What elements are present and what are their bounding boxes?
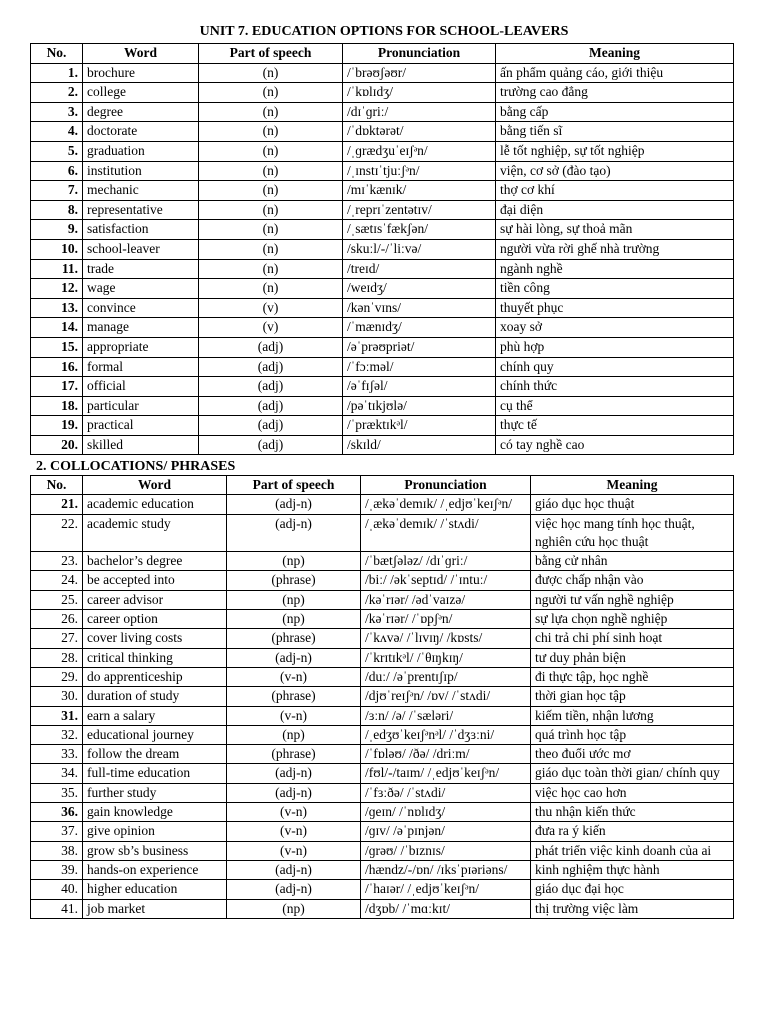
cell-word: do apprenticeship [83, 667, 227, 686]
cell-word: school-leaver [83, 239, 199, 259]
cell-part-of-speech: (n) [199, 259, 343, 279]
cell-meaning: phù hợp [496, 337, 734, 357]
cell-no: 2. [31, 83, 83, 103]
table-row [31, 63, 734, 83]
cell-no: 11. [31, 259, 83, 279]
cell-word: career option [83, 610, 227, 629]
cell-meaning: bằng cử nhân [531, 552, 734, 571]
vocabulary-table [30, 43, 734, 455]
cell-no: 9. [31, 220, 83, 240]
cell-word: career advisor [83, 590, 227, 609]
section-title: 2. COLLOCATIONS/ PHRASES [36, 459, 236, 474]
cell-part-of-speech: (n) [199, 279, 343, 299]
cell-meaning: tiền công [496, 279, 734, 299]
cell-meaning: thu nhận kiến thức [531, 803, 734, 822]
table-row [31, 841, 734, 860]
cell-part-of-speech: (phrase) [227, 745, 361, 764]
cell-part-of-speech: (v-n) [227, 706, 361, 725]
table-row [31, 803, 734, 822]
cell-part-of-speech: (n) [199, 102, 343, 122]
cell-pronunciation: /ˈkrɪtɪkᵊl/ /ˈθɪŋkɪŋ/ [361, 648, 531, 667]
cell-no: 20. [31, 435, 83, 455]
cell-meaning: thị trường việc làm [531, 899, 734, 918]
cell-word: college [83, 83, 199, 103]
cell-word: hands-on experience [83, 860, 227, 879]
cell-pronunciation: /dɪˈɡriː/ [343, 102, 496, 122]
cell-no: 17. [31, 377, 83, 397]
cell-no: 12. [31, 279, 83, 299]
table-row [31, 571, 734, 590]
header-no: No. [31, 44, 83, 64]
cell-pronunciation: /ˈfɜːðə/ /ˈstʌdi/ [361, 783, 531, 802]
table-row [31, 783, 734, 802]
cell-pronunciation: /ˈmænɪdʒ/ [343, 318, 496, 338]
table-row [31, 239, 734, 259]
cell-pronunciation: /ˈkʌvə/ /ˈlɪvɪŋ/ /kɒsts/ [361, 629, 531, 648]
table-row [31, 745, 734, 764]
page-title: UNIT 7. EDUCATION OPTIONS FOR SCHOOL-LEAVERS [199, 24, 569, 39]
cell-no: 3. [31, 102, 83, 122]
cell-pronunciation: /əˈfɪʃəl/ [343, 377, 496, 397]
cell-no: 29. [31, 667, 83, 686]
cell-meaning: chính quy [496, 357, 734, 377]
cell-word: trade [83, 259, 199, 279]
cell-no: 23. [31, 552, 83, 571]
cell-part-of-speech: (adj-n) [227, 860, 361, 879]
cell-part-of-speech: (v) [199, 298, 343, 318]
cell-no: 5. [31, 141, 83, 161]
table-row [31, 435, 734, 455]
table-row [31, 822, 734, 841]
cell-part-of-speech: (adj-n) [227, 880, 361, 899]
cell-pronunciation: /kəˈrɪər/ /ədˈvaɪzə/ [361, 590, 531, 609]
cell-no: 25. [31, 590, 83, 609]
cell-pronunciation: /skuːl/-/ˈliːvə/ [343, 239, 496, 259]
cell-pronunciation: /ˈfɒləʊ/ /ðə/ /driːm/ [361, 745, 531, 764]
header-pronunciation: Pronunciation [343, 44, 496, 64]
cell-meaning: theo đuổi ước mơ [531, 745, 734, 764]
cell-no: 37. [31, 822, 83, 841]
cell-no: 31. [31, 706, 83, 725]
cell-no: 8. [31, 200, 83, 220]
table-row [31, 200, 734, 220]
cell-no: 7. [31, 181, 83, 201]
table-row [31, 764, 734, 783]
table-row [31, 860, 734, 879]
cell-part-of-speech: (adj) [199, 416, 343, 436]
cell-pronunciation: /ˈpræktɪkᵊl/ [343, 416, 496, 436]
cell-no: 40. [31, 880, 83, 899]
cell-pronunciation: /mɪˈkænɪk/ [343, 181, 496, 201]
cell-word: further study [83, 783, 227, 802]
cell-part-of-speech: (n) [199, 83, 343, 103]
cell-word: satisfaction [83, 220, 199, 240]
cell-meaning: kinh nghiệm thực hành [531, 860, 734, 879]
table-row [31, 706, 734, 725]
cell-pronunciation: /djʊˈreɪʃᵊn/ /ɒv/ /ˈstʌdi/ [361, 687, 531, 706]
cell-pronunciation: /ˌsætɪsˈfækʃən/ [343, 220, 496, 240]
cell-word: gain knowledge [83, 803, 227, 822]
cell-meaning: ấn phẩm quảng cáo, giới thiệu [496, 63, 734, 83]
cell-meaning: người vừa rời ghế nhà trường [496, 239, 734, 259]
cell-part-of-speech: (np) [227, 610, 361, 629]
cell-meaning: việc học mang tính học thuật, nghiên cứu học thuật [531, 514, 734, 552]
cell-pronunciation: /ˌedʒʊˈkeɪʃᵊnᵊl/ /ˈdʒɜːni/ [361, 725, 531, 744]
table-row [31, 298, 734, 318]
cell-meaning: đưa ra ý kiến [531, 822, 734, 841]
table-row [31, 590, 734, 609]
cell-no: 30. [31, 687, 83, 706]
header-part-of-speech: Part of speech [199, 44, 343, 64]
table-row [31, 648, 734, 667]
table-row [31, 377, 734, 397]
cell-pronunciation: /fʊl/-/taɪm/ /ˌedjʊˈkeɪʃᵊn/ [361, 764, 531, 783]
cell-meaning: giáo dục học thuật [531, 495, 734, 514]
table-row [31, 495, 734, 514]
cell-word: practical [83, 416, 199, 436]
cell-word: be accepted into [83, 571, 227, 590]
cell-pronunciation: /ˈdɒktərət/ [343, 122, 496, 142]
cell-meaning: việc học cao hơn [531, 783, 734, 802]
cell-no: 38. [31, 841, 83, 860]
cell-meaning: đi thực tập, học nghề [531, 667, 734, 686]
cell-pronunciation: /ˈkɒlɪdʒ/ [343, 83, 496, 103]
table-row [31, 259, 734, 279]
cell-pronunciation: /ˈbætʃələz/ /dɪˈɡriː/ [361, 552, 531, 571]
cell-pronunciation: /dʒɒb/ /ˈmɑːkɪt/ [361, 899, 531, 918]
cell-word: bachelor’s degree [83, 552, 227, 571]
table-row [31, 629, 734, 648]
cell-meaning: đại diện [496, 200, 734, 220]
cell-pronunciation: /kənˈvɪns/ [343, 298, 496, 318]
cell-meaning: xoay sở [496, 318, 734, 338]
table-row [31, 122, 734, 142]
cell-meaning: người tư vấn nghề nghiệp [531, 590, 734, 609]
cell-pronunciation: /ˌækəˈdemɪk/ /ˈstʌdi/ [361, 514, 531, 552]
cell-part-of-speech: (adj-n) [227, 514, 361, 552]
cell-word: academic education [83, 495, 227, 514]
cell-part-of-speech: (n) [199, 63, 343, 83]
cell-meaning: tư duy phản biện [531, 648, 734, 667]
cell-meaning: chi trả chi phí sinh hoạt [531, 629, 734, 648]
cell-part-of-speech: (v-n) [227, 667, 361, 686]
cell-word: educational journey [83, 725, 227, 744]
cell-no: 35. [31, 783, 83, 802]
header-part-of-speech: Part of speech [227, 476, 361, 495]
collocations-table [30, 475, 734, 919]
cell-meaning: thời gian học tập [531, 687, 734, 706]
table-row [31, 279, 734, 299]
cell-no: 22. [31, 514, 83, 552]
cell-word: grow sb’s business [83, 841, 227, 860]
cell-part-of-speech: (n) [199, 141, 343, 161]
cell-meaning: được chấp nhận vào [531, 571, 734, 590]
cell-part-of-speech: (v) [199, 318, 343, 338]
cell-word: follow the dream [83, 745, 227, 764]
cell-part-of-speech: (n) [199, 239, 343, 259]
cell-part-of-speech: (adj) [199, 337, 343, 357]
cell-pronunciation: /əˈprəʊpriət/ [343, 337, 496, 357]
cell-word: give opinion [83, 822, 227, 841]
cell-pronunciation: /ˌreprɪˈzentətɪv/ [343, 200, 496, 220]
table-row [31, 416, 734, 436]
cell-no: 21. [31, 495, 83, 514]
cell-part-of-speech: (n) [199, 122, 343, 142]
table-row [31, 357, 734, 377]
cell-word: appropriate [83, 337, 199, 357]
cell-word: degree [83, 102, 199, 122]
cell-meaning: phát triển việc kinh doanh của ai [531, 841, 734, 860]
cell-meaning: giáo dục toàn thời gian/ chính quy [531, 764, 734, 783]
cell-word: academic study [83, 514, 227, 552]
cell-meaning: giáo dục đại học [531, 880, 734, 899]
cell-meaning: viện, cơ sở (đào tạo) [496, 161, 734, 181]
table-row [31, 552, 734, 571]
cell-no: 36. [31, 803, 83, 822]
cell-word: cover living costs [83, 629, 227, 648]
cell-pronunciation: /ɡɪv/ /əˈpɪnjən/ [361, 822, 531, 841]
cell-word: graduation [83, 141, 199, 161]
cell-pronunciation: /kəˈrɪər/ /ˈɒpʃᵊn/ [361, 610, 531, 629]
table-row [31, 318, 734, 338]
table-row [31, 141, 734, 161]
cell-word: convince [83, 298, 199, 318]
cell-word: full-time education [83, 764, 227, 783]
cell-part-of-speech: (n) [199, 161, 343, 181]
cell-no: 1. [31, 63, 83, 83]
cell-part-of-speech: (v-n) [227, 841, 361, 860]
table-row [31, 396, 734, 416]
cell-no: 19. [31, 416, 83, 436]
cell-part-of-speech: (adj-n) [227, 764, 361, 783]
cell-meaning: bằng tiến sĩ [496, 122, 734, 142]
cell-no: 26. [31, 610, 83, 629]
cell-meaning: bằng cấp [496, 102, 734, 122]
cell-meaning: ngành nghề [496, 259, 734, 279]
table-row [31, 161, 734, 181]
cell-no: 39. [31, 860, 83, 879]
cell-no: 16. [31, 357, 83, 377]
header-word: Word [83, 476, 227, 495]
table-row [31, 83, 734, 103]
table-header-row [31, 476, 734, 495]
table-row [31, 667, 734, 686]
cell-no: 33. [31, 745, 83, 764]
header-word: Word [83, 44, 199, 64]
cell-meaning: sự hài lòng, sự thoả mãn [496, 220, 734, 240]
cell-part-of-speech: (adj-n) [227, 495, 361, 514]
cell-word: doctorate [83, 122, 199, 142]
cell-meaning: thợ cơ khí [496, 181, 734, 201]
cell-word: representative [83, 200, 199, 220]
table-row [31, 687, 734, 706]
table-row [31, 899, 734, 918]
cell-part-of-speech: (np) [227, 552, 361, 571]
cell-pronunciation: /weɪdʒ/ [343, 279, 496, 299]
cell-word: manage [83, 318, 199, 338]
cell-no: 14. [31, 318, 83, 338]
cell-word: official [83, 377, 199, 397]
cell-word: critical thinking [83, 648, 227, 667]
table-row [31, 220, 734, 240]
cell-pronunciation: /ɡrəʊ/ /ˈbɪznɪs/ [361, 841, 531, 860]
cell-no: 28. [31, 648, 83, 667]
cell-part-of-speech: (phrase) [227, 687, 361, 706]
cell-word: higher education [83, 880, 227, 899]
cell-part-of-speech: (n) [199, 200, 343, 220]
cell-pronunciation: /ˈhaɪər/ /ˌedjʊˈkeɪʃᵊn/ [361, 880, 531, 899]
cell-word: duration of study [83, 687, 227, 706]
cell-word: skilled [83, 435, 199, 455]
table-row [31, 337, 734, 357]
cell-part-of-speech: (adj) [199, 435, 343, 455]
cell-no: 34. [31, 764, 83, 783]
cell-no: 32. [31, 725, 83, 744]
cell-meaning: cụ thể [496, 396, 734, 416]
cell-part-of-speech: (phrase) [227, 571, 361, 590]
cell-pronunciation: /ˌækəˈdemɪk/ /ˌedjʊˈkeɪʃᵊn/ [361, 495, 531, 514]
cell-pronunciation: /ˈfɔːməl/ [343, 357, 496, 377]
cell-meaning: thực tế [496, 416, 734, 436]
cell-pronunciation: /ɜːn/ /ə/ /ˈsæləri/ [361, 706, 531, 725]
cell-pronunciation: /ɡeɪn/ /ˈnɒlɪdʒ/ [361, 803, 531, 822]
cell-pronunciation: /ˌɡrædʒuˈeɪʃᵊn/ [343, 141, 496, 161]
cell-no: 10. [31, 239, 83, 259]
cell-meaning: kiếm tiền, nhận lương [531, 706, 734, 725]
cell-meaning: chính thức [496, 377, 734, 397]
cell-meaning: thuyết phục [496, 298, 734, 318]
table-row [31, 880, 734, 899]
header-meaning: Meaning [531, 476, 734, 495]
cell-meaning: có tay nghề cao [496, 435, 734, 455]
cell-no: 24. [31, 571, 83, 590]
cell-part-of-speech: (n) [199, 220, 343, 240]
cell-no: 15. [31, 337, 83, 357]
cell-part-of-speech: (adj-n) [227, 648, 361, 667]
cell-pronunciation: /treɪd/ [343, 259, 496, 279]
cell-word: institution [83, 161, 199, 181]
cell-no: 27. [31, 629, 83, 648]
cell-word: formal [83, 357, 199, 377]
cell-pronunciation: /duː/ /əˈprentɪʃɪp/ [361, 667, 531, 686]
cell-part-of-speech: (adj) [199, 357, 343, 377]
cell-word: brochure [83, 63, 199, 83]
header-meaning: Meaning [496, 44, 734, 64]
cell-part-of-speech: (np) [227, 590, 361, 609]
table-row [31, 610, 734, 629]
cell-part-of-speech: (adj) [199, 377, 343, 397]
cell-pronunciation: /ˌɪnstɪˈtjuːʃᵊn/ [343, 161, 496, 181]
cell-word: job market [83, 899, 227, 918]
header-pronunciation: Pronunciation [361, 476, 531, 495]
cell-no: 13. [31, 298, 83, 318]
cell-part-of-speech: (np) [227, 725, 361, 744]
cell-pronunciation: /biː/ /əkˈseptɪd/ /ˈɪntuː/ [361, 571, 531, 590]
cell-part-of-speech: (v-n) [227, 803, 361, 822]
cell-meaning: trường cao đẳng [496, 83, 734, 103]
cell-part-of-speech: (adj) [199, 396, 343, 416]
cell-no: 18. [31, 396, 83, 416]
cell-pronunciation: /pəˈtɪkjʊlə/ [343, 396, 496, 416]
cell-pronunciation: /ˈbrəʊʃəʊr/ [343, 63, 496, 83]
cell-word: particular [83, 396, 199, 416]
cell-pronunciation: /hændz/-/ɒn/ /ɪksˈpɪəriəns/ [361, 860, 531, 879]
cell-word: earn a salary [83, 706, 227, 725]
table-row [31, 514, 734, 552]
table-row [31, 725, 734, 744]
cell-word: mechanic [83, 181, 199, 201]
table-row [31, 102, 734, 122]
cell-meaning: lễ tốt nghiệp, sự tốt nghiệp [496, 141, 734, 161]
cell-no: 4. [31, 122, 83, 142]
table-row [31, 181, 734, 201]
cell-part-of-speech: (v-n) [227, 822, 361, 841]
table-header-row [31, 44, 734, 64]
cell-meaning: quá trình học tập [531, 725, 734, 744]
cell-no: 41. [31, 899, 83, 918]
cell-pronunciation: /skɪld/ [343, 435, 496, 455]
cell-part-of-speech: (np) [227, 899, 361, 918]
cell-word: wage [83, 279, 199, 299]
header-no: No. [31, 476, 83, 495]
cell-part-of-speech: (phrase) [227, 629, 361, 648]
cell-meaning: sự lựa chọn nghề nghiệp [531, 610, 734, 629]
cell-part-of-speech: (adj-n) [227, 783, 361, 802]
cell-no: 6. [31, 161, 83, 181]
cell-part-of-speech: (n) [199, 181, 343, 201]
